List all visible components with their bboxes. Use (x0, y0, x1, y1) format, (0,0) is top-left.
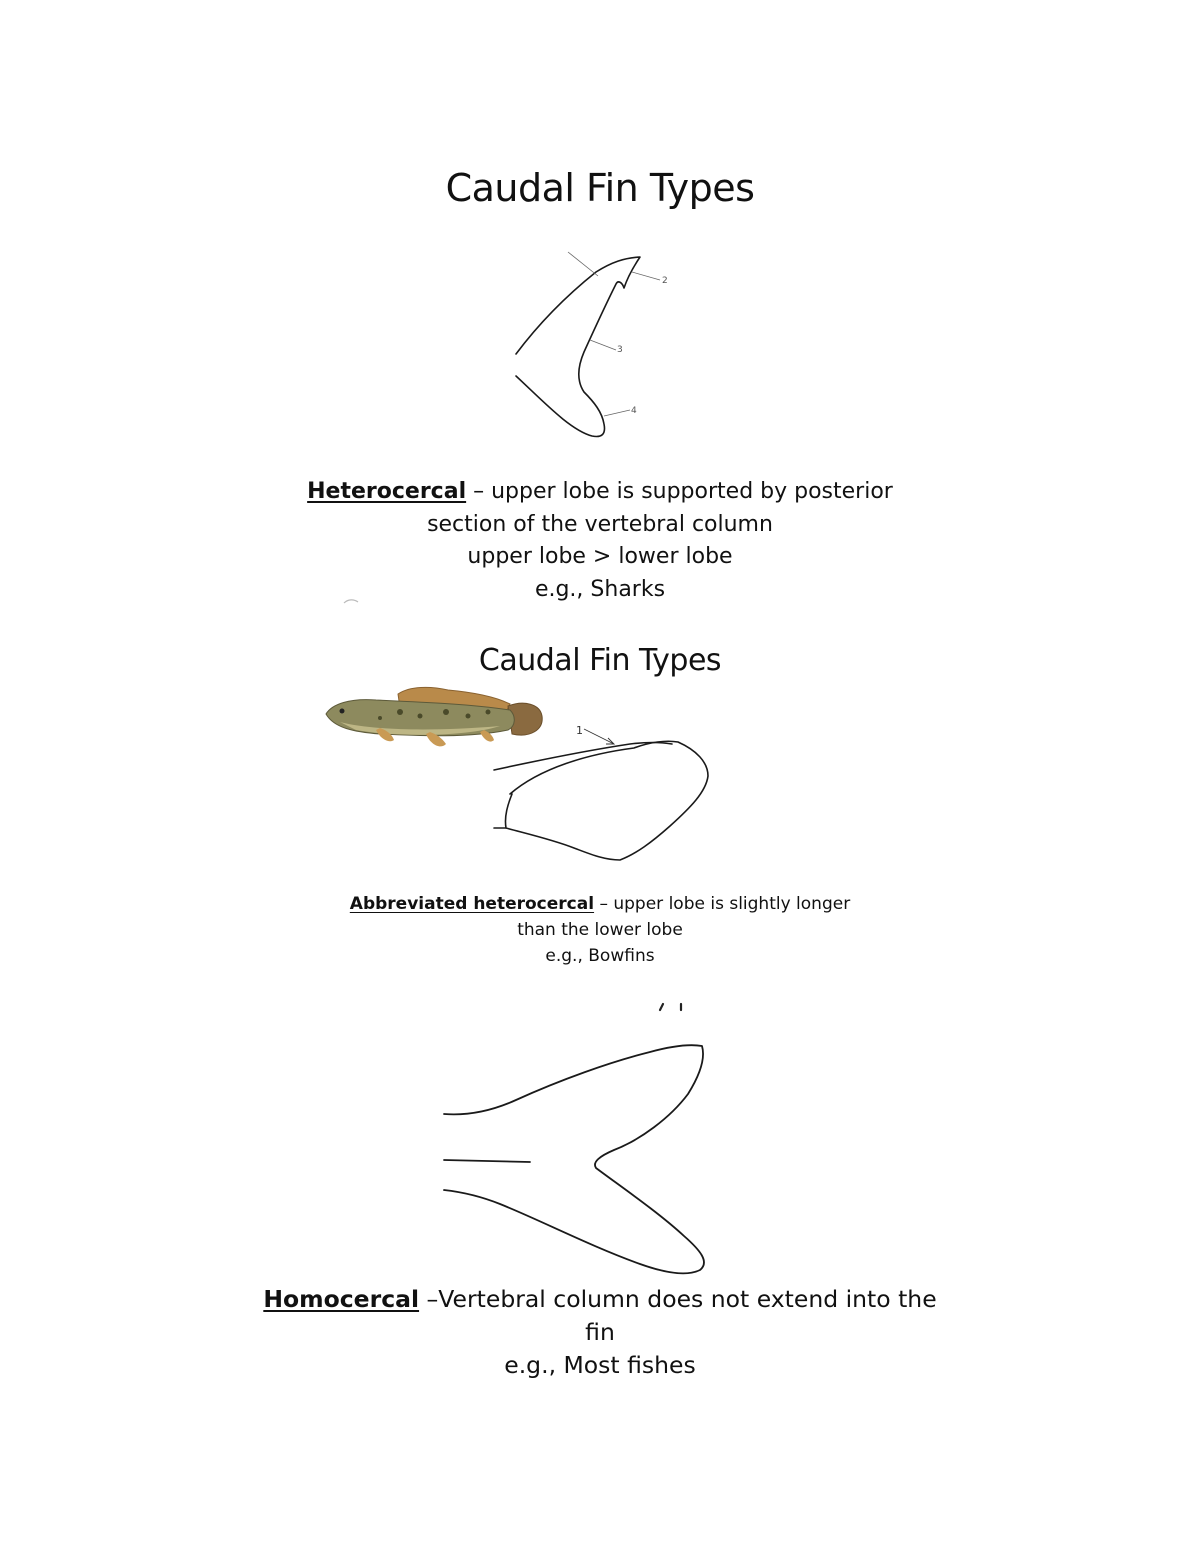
homocercal-definition: –Vertebral column does not extend into the (419, 1285, 937, 1313)
diagram-label-2: 2 (662, 276, 668, 286)
homocercal-term: Homocercal (263, 1285, 420, 1313)
abbreviated-line-1 (0, 891, 1200, 917)
diagram-label-3: 3 (617, 345, 623, 355)
bowfin-fish-image (326, 687, 542, 746)
heterocercal-caption (0, 476, 1200, 606)
page-title: Caudal Fin Types (445, 166, 755, 210)
diagram-label-4: 4 (631, 406, 637, 416)
heterocercal-leader-lines (568, 252, 660, 416)
abbreviated-heterocercal-caption (0, 891, 1200, 969)
homocercal-example: e.g., Most fishes (504, 1351, 696, 1379)
homocercal-fin-diagram (444, 1045, 704, 1273)
abbreviated-leader-line (584, 729, 614, 744)
heterocercal-line-1 (0, 476, 1200, 509)
section-title-2: Caudal Fin Types (478, 643, 722, 678)
heterocercal-line-2: section of the vertebral column (427, 511, 773, 537)
abbreviated-line-2: than the lower lobe (517, 920, 683, 940)
heterocercal-line-3: upper lobe > lower lobe (467, 544, 733, 569)
abbreviated-heterocercal-term: Abbreviated heterocercal (349, 894, 595, 914)
abbreviated-heterocercal-fin-diagram (494, 741, 708, 860)
abbreviated-definition: – upper lobe is slightly longer (594, 894, 851, 914)
homocercal-line-2: fin (585, 1318, 615, 1346)
abbreviated-example: e.g., Bowfins (545, 946, 655, 966)
heterocercal-term: Heterocercal (307, 479, 467, 504)
heterocercal-definition: – upper lobe is supported by posterior (466, 479, 893, 504)
homocercal-line-1 (0, 1283, 1200, 1316)
heterocercal-example: e.g., Sharks (534, 576, 666, 602)
homocercal-caption (0, 1283, 1200, 1382)
cropped-marks (660, 1004, 681, 1010)
diagram-label-1: 1 (576, 724, 583, 737)
